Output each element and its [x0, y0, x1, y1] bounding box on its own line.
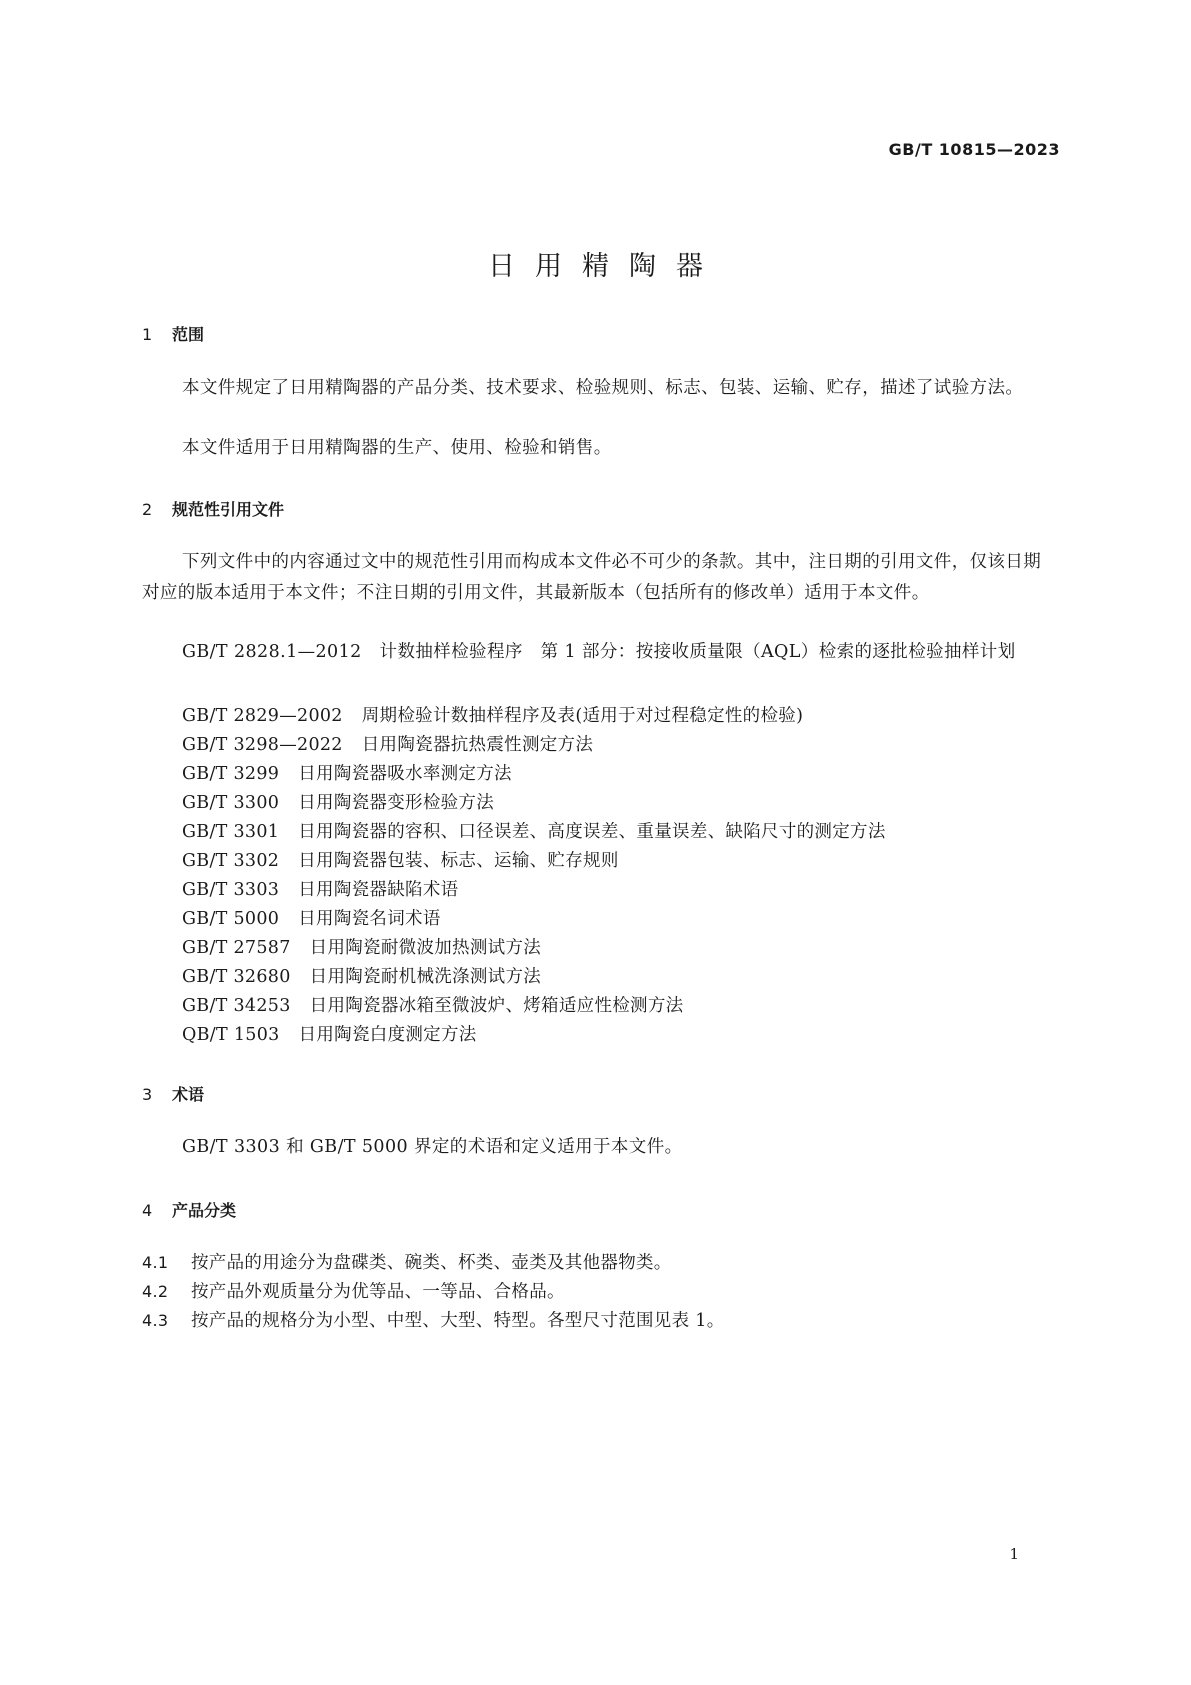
reference-code: GB/T 2829—2002: [182, 706, 343, 726]
scope-paragraph-2: 本文件适用于日用精陶器的生产、使用、检验和销售。: [182, 438, 612, 458]
clause-item: [142, 1307, 725, 1332]
clause-number: 4.1: [142, 1253, 169, 1272]
section-heading-classification: [142, 1198, 236, 1221]
reference-code: GB/T 32680: [182, 967, 291, 987]
reference-code: GB/T 5000: [182, 909, 280, 929]
section-number: 4: [142, 1201, 153, 1220]
clause-number: 4.2: [142, 1282, 169, 1301]
reference-item: [182, 934, 541, 959]
section-number: 1: [142, 325, 153, 344]
reference-code: GB/T 3298—2022: [182, 735, 343, 755]
terms-paragraph: GB/T 3303 和 GB/T 5000 界定的术语和定义适用于本文件。: [182, 1137, 683, 1157]
section-title: 规范性引用文件: [172, 500, 285, 519]
reference-title: 日用陶瓷耐微波加热测试方法: [309, 938, 542, 958]
reference-item: [182, 1021, 477, 1046]
clause-number: 4.3: [142, 1311, 169, 1330]
reference-code: GB/T 3303: [182, 880, 280, 900]
reference-title: 日用陶瓷器抗热震性测定方法: [361, 735, 594, 755]
reference-item: [182, 992, 683, 1017]
reference-item: [182, 731, 593, 756]
reference-title: 周期检验计数抽样程序及表(适用于对过程稳定性的检验): [361, 706, 804, 726]
reference-title: 日用陶瓷器变形检验方法: [298, 793, 495, 813]
section-title: 产品分类: [172, 1201, 237, 1220]
reference-item: [182, 876, 458, 901]
reference-code: GB/T 3299: [182, 764, 280, 784]
reference-item: [182, 963, 541, 988]
clause-item: [142, 1249, 672, 1274]
reference-item: [182, 702, 803, 727]
section-heading-normative-references: [142, 497, 284, 520]
reference-code: GB/T 27587: [182, 938, 291, 958]
section-title: 范围: [172, 325, 205, 344]
section-title: 术语: [172, 1085, 205, 1104]
scope-paragraph-1: 本文件规定了日用精陶器的产品分类、技术要求、检验规则、标志、包装、运输、贮存，描述了试验方法。: [182, 378, 1024, 398]
references-intro-paragraph: 下列文件中的内容通过文中的规范性引用而构成本文件必不可少的条款。其中，注日期的引用文件，仅该日期对应的版本适用于本文件；不注日期的引用文件，其最新版本（包括所有的修改单）适用于本文件。: [142, 552, 1042, 603]
clause-text: 按产品的规格分为小型、中型、大型、特型。各型尺寸范围见表 1。: [191, 1311, 725, 1331]
section-number: 3: [142, 1085, 153, 1104]
section-heading-terms: [142, 1082, 204, 1105]
reference-title: 日用陶瓷器的容积、口径误差、高度误差、重量误差、缺陷尺寸的测定方法: [298, 822, 886, 842]
reference-item-gbt-2828: GB/T 2828.1—2012 计数抽样检验程序 第 1 部分：按接收质量限（AQL）检索的逐批检验抽样计划: [182, 642, 1016, 662]
reference-code: GB/T 3301: [182, 822, 280, 842]
reference-title: 日用陶瓷器冰箱至微波炉、烤箱适应性检测方法: [309, 996, 684, 1016]
reference-code: QB/T 1503: [182, 1025, 280, 1045]
reference-title: 日用陶瓷名词术语: [298, 909, 441, 929]
reference-code: GB/T 34253: [182, 996, 291, 1016]
section-heading-scope: [142, 322, 204, 345]
reference-title: 日用陶瓷耐机械洗涤测试方法: [309, 967, 542, 987]
page-number: 1: [1009, 1545, 1019, 1563]
clause-text: 按产品外观质量分为优等品、一等品、合格品。: [191, 1282, 565, 1302]
reference-item: [182, 760, 512, 785]
clause-item: [142, 1278, 565, 1303]
reference-title: 日用陶瓷器包装、标志、运输、贮存规则: [298, 851, 619, 871]
reference-title: 日用陶瓷器缺陷术语: [298, 880, 459, 900]
document-title: 日用精陶器: [488, 251, 723, 282]
section-number: 2: [142, 500, 153, 519]
reference-item: [182, 905, 441, 930]
clause-text: 按产品的用途分为盘碟类、碗类、杯类、壶类及其他器物类。: [191, 1253, 672, 1273]
reference-item: [182, 818, 886, 843]
standard-code: GB/T 10815—2023: [888, 140, 1060, 159]
reference-code: GB/T 3300: [182, 793, 280, 813]
reference-title: 日用陶瓷白度测定方法: [298, 1025, 477, 1045]
reference-title: 日用陶瓷器吸水率测定方法: [298, 764, 512, 784]
reference-item: [182, 847, 619, 872]
reference-item: [182, 789, 494, 814]
reference-code: GB/T 3302: [182, 851, 280, 871]
